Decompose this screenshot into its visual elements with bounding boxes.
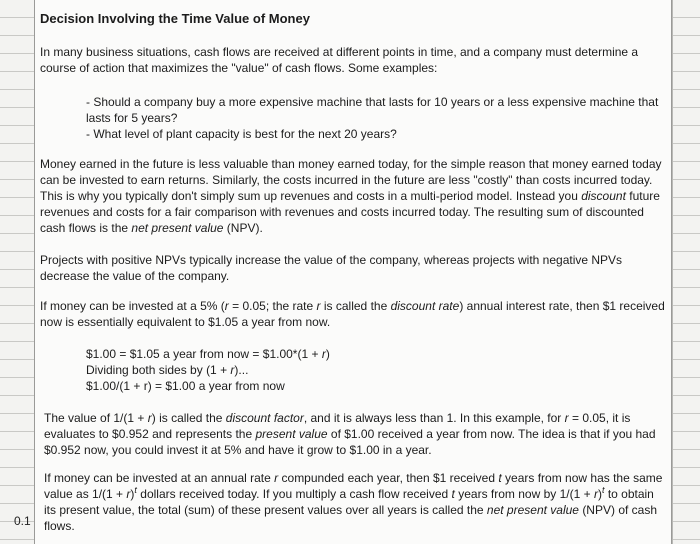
p2-line-4: revenues and costs for a fair comparison with revenues and costs incurred today. The resulting sum of discounted	[40, 205, 644, 219]
p4-line-2: now is essentially equivalent to $1.05 a year from now.	[40, 315, 331, 329]
p6-line-3: its present value, the total (sum) of these present values over all years is called the net present value (NPV) of cash	[44, 503, 658, 517]
p2-line-5: cash flows is the net present value (NPV).	[40, 221, 263, 235]
p2-line-1: Money earned in the future is less valuable than money earned today, for the simple reason that money earned today	[40, 157, 662, 171]
p2-line-2: can be invested to earn returns. Similarly, the costs incurred in the future are less "costly" than costs incurred today.	[40, 173, 653, 187]
text-box[interactable]	[34, 0, 672, 544]
bullet-2: - What level of plant capacity is best for the next 20 years?	[86, 127, 397, 141]
doc-title: Decision Involving the Time Value of Money	[40, 11, 310, 26]
p5-line-1: The value of 1/(1 + r) is called the discount factor, and it is always less than 1. In this example, for r = 0.05, it is	[44, 411, 631, 425]
p2-line-3: This is why you typically don't simply sum up revenues and costs in a multi-period model. Instead you discount future	[40, 189, 660, 203]
equation-3: $1.00/(1 + r) = $1.00 a year from now	[86, 379, 285, 393]
equation-2: Dividing both sides by (1 + r)...	[86, 363, 249, 377]
intro-line-2: course of action that maximizes the "value" of cash flows. Some examples:	[40, 61, 438, 75]
spreadsheet-grid-left	[0, 0, 35, 544]
spreadsheet-grid-right	[672, 0, 700, 544]
p5-line-3: $0.952 now, you could invest it at 5% and have it grow to $1.00 in a year.	[44, 443, 432, 457]
bullet-1a: - Should a company buy a more expensive machine that lasts for 10 years or a less expensive machine that	[86, 95, 659, 109]
p3-line-1: Projects with positive NPVs typically increase the value of the company, whereas projects with negative NPVs	[40, 253, 623, 267]
p3-line-2: decrease the value of the company.	[40, 269, 230, 283]
p4-line-1: If money can be invested at a 5% (r = 0.05; the rate r is called the discount rate) annual interest rate, then $1 received	[40, 299, 665, 313]
cell-value: 0.1	[14, 514, 31, 528]
equation-1: $1.00 = $1.05 a year from now = $1.00*(1 + r)	[86, 347, 330, 361]
p6-line-4: flows.	[44, 519, 75, 533]
bullet-1b: lasts for 5 years?	[86, 111, 178, 125]
p6-line-1: If money can be invested at an annual rate r compunded each year, then $1 received t years from now has the same	[44, 471, 663, 485]
p5-line-2: evaluates to $0.952 and represents the present value of $1.00 received a year from now. The idea is that if you had	[44, 427, 656, 441]
p6-line-2: value as $1/(1 + r)^t$ dollars received today. If you multiply a cash flow received t years from now by $1/(1 + r)^t$ to obtain	[44, 485, 654, 501]
intro-line-1: In many business situations, cash flows are received at different points in time, and a company must determine a	[40, 45, 639, 59]
